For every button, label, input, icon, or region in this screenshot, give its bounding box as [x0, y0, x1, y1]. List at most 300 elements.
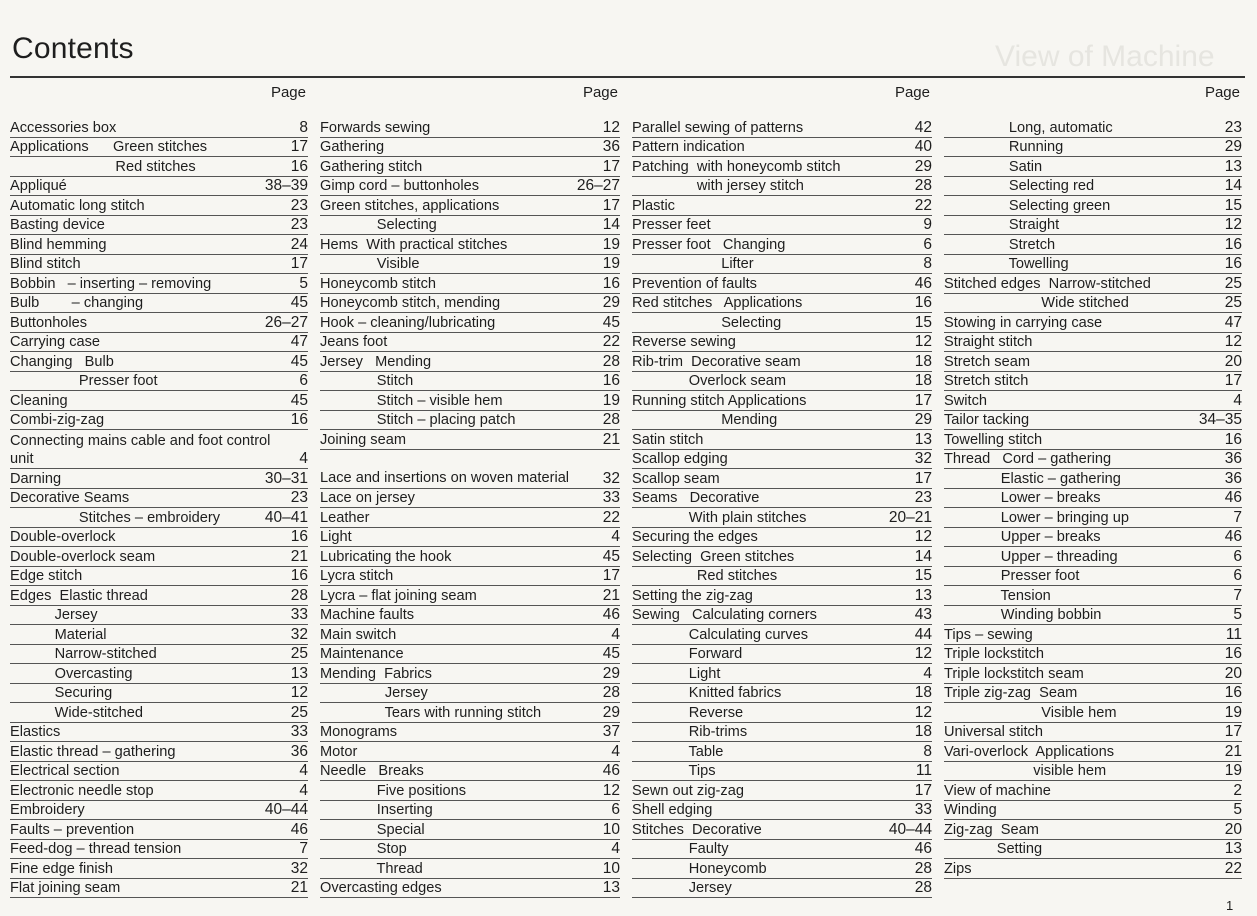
index-entry-text: Lower – bringing up: [944, 509, 1129, 526]
index-entry: [10, 879, 308, 899]
index-entry: [10, 508, 308, 528]
index-entry: [944, 801, 1242, 821]
index-entry-page: 4: [611, 528, 620, 545]
index-entry-page: 23: [290, 196, 308, 214]
index-entry: [10, 762, 308, 782]
index-entry-page: 16: [1224, 645, 1242, 662]
index-entry: [10, 411, 308, 431]
index-entry-text: Appliqué: [10, 178, 67, 194]
index-entry-text: Stitched edges Narrow-stitched: [944, 275, 1151, 292]
index-entry-page: 28: [914, 859, 932, 877]
index-entry-text: Tears with running stitch: [320, 704, 542, 721]
index-entry-page: 17: [1224, 723, 1242, 740]
index-entry-page: 28: [290, 586, 308, 604]
index-entry: [632, 391, 932, 411]
index-entry-text: Selecting: [320, 217, 437, 233]
index-entry: [944, 196, 1242, 216]
index-entry: [944, 625, 1242, 645]
index-entry-text: Presser foot: [944, 568, 1080, 584]
index-entry-text: Prevention of faults: [632, 275, 757, 292]
index-entry-text: Securing the edges: [632, 529, 758, 545]
index-entry: [944, 606, 1242, 626]
index-entry: [632, 801, 932, 821]
index-entry: [10, 528, 308, 548]
index-entry: [320, 703, 620, 723]
index-entry: [944, 216, 1242, 236]
index-entry-page: 19: [602, 391, 620, 409]
index-entry-text: Elastics: [10, 724, 61, 740]
index-entry: [944, 450, 1242, 470]
index-entry: [944, 508, 1242, 528]
index-entry-text: Stretch seam: [944, 353, 1030, 370]
index-entry-text: Main switch: [320, 626, 397, 643]
index-entry: [944, 820, 1242, 840]
index-entry-page: 24: [290, 235, 308, 253]
index-entry-page: 4: [611, 625, 620, 643]
index-entry: [632, 645, 932, 665]
index-entry-page: 6: [611, 801, 620, 818]
index-entry-text: Lace on jersey: [320, 490, 415, 506]
index-entry-page: 23: [1224, 118, 1242, 136]
index-entry-page: 13: [290, 664, 308, 682]
index-entry-text: Leather: [320, 509, 370, 526]
index-entry: [320, 450, 620, 489]
index-entry-text: Narrow-stitched: [10, 646, 157, 662]
index-entry: [632, 625, 932, 645]
index-entry-page: 20–21: [888, 508, 932, 526]
index-entry-text: Honeycomb: [632, 860, 767, 877]
index-entry-page: 29: [602, 664, 620, 682]
index-entry-text: Needle Breaks: [320, 763, 424, 779]
index-entry: [10, 216, 308, 236]
index-entry-text: Running stitch Applications: [632, 392, 807, 409]
index-entry-page: 22: [1224, 859, 1242, 877]
index-entry: [10, 294, 308, 314]
index-entry-text: Material: [10, 626, 107, 643]
index-entry-page: 23: [290, 216, 308, 233]
index-entry-text: Five positions: [320, 782, 466, 799]
index-entry: [320, 430, 620, 450]
index-entry-text: Visible: [320, 256, 420, 272]
index-entry-page: 4: [299, 781, 308, 799]
index-entry: [10, 723, 308, 743]
index-entry-page: 19: [602, 255, 620, 272]
index-column-2: [320, 84, 620, 898]
index-entry-page: 6: [1233, 547, 1242, 565]
index-entry-page: 22: [914, 196, 932, 214]
index-entry: [632, 430, 932, 450]
index-entry-text: Darning: [10, 470, 62, 487]
index-entry-text: View of machine: [944, 782, 1051, 799]
index-entry: [632, 274, 932, 294]
index-entry: [320, 411, 620, 431]
index-entry: [10, 820, 308, 840]
index-entry-page: 16: [290, 567, 308, 584]
index-entry-page: 15: [914, 313, 932, 331]
index-entry: [10, 430, 308, 469]
index-entry-page: 16: [290, 411, 308, 428]
index-entry-page: 4: [1233, 391, 1242, 409]
index-entry-page: 12: [914, 703, 932, 721]
page-column-header: Page: [582, 84, 618, 101]
index-entry-text: Hook – cleaning/lubricating: [320, 314, 496, 331]
index-entry-text: Stitch – placing patch: [320, 412, 516, 428]
index-entry-page: 42: [914, 118, 932, 136]
index-entry-page: 6: [923, 235, 932, 253]
index-entry: [632, 411, 932, 431]
index-entry-text: Jersey: [320, 685, 428, 701]
index-entry-text: Tips – sewing: [944, 626, 1033, 643]
index-entry: [632, 372, 932, 392]
index-entry: [944, 742, 1242, 762]
index-entry: [320, 489, 620, 509]
index-entry-text: Stowing in carrying case: [944, 314, 1103, 331]
index-entry-page: 28: [914, 177, 932, 194]
index-entry-text: Forward: [632, 646, 743, 662]
index-entry-page: 14: [602, 216, 620, 233]
index-entry-text: Light: [320, 529, 352, 545]
index-entry: [320, 840, 620, 860]
index-entry-page: 47: [1224, 313, 1242, 331]
index-entry-text: Edge stitch: [10, 568, 83, 584]
index-entry-page: 19: [1224, 762, 1242, 779]
index-entry-text: Honeycomb stitch: [320, 275, 436, 292]
index-entry: [10, 118, 308, 138]
index-entry-text: Straight: [944, 217, 1060, 233]
index-entry-text: Overcasting edges: [320, 880, 442, 896]
index-entry-page: 21: [602, 430, 620, 448]
index-entry-text: Jersey: [632, 880, 732, 896]
index-entry: [944, 723, 1242, 743]
index-entry-text: Scallop edging: [632, 451, 728, 467]
index-entry: [320, 742, 620, 762]
index-entry: [10, 391, 308, 411]
index-entry-page: 36: [602, 138, 620, 155]
index-entry-text: Selecting Green stitches: [632, 548, 795, 565]
index-entry: [632, 586, 932, 606]
index-entry-text: Reverse: [632, 704, 744, 721]
index-entry-page: 34–35: [1198, 411, 1242, 428]
index-entry-text: Jersey Mending: [320, 353, 432, 370]
index-entry-text: Decorative Seams: [10, 490, 130, 506]
index-entry-page: 12: [1224, 216, 1242, 233]
index-entry: [944, 157, 1242, 177]
index-entry-page: 28: [602, 352, 620, 370]
index-entry-page: 22: [602, 508, 620, 526]
index-entry: [944, 664, 1242, 684]
index-entry-page: 46: [914, 274, 932, 292]
index-entry-text: Lower – breaks: [944, 490, 1101, 506]
index-entry-text: Gathering stitch: [320, 158, 423, 175]
index-entry-page: 46: [914, 840, 932, 857]
index-entry: [320, 723, 620, 743]
index-entry-text: Rib-trims: [632, 724, 748, 740]
index-entry-text: Jersey: [10, 607, 98, 623]
index-entry: [10, 645, 308, 665]
index-entry: [944, 235, 1242, 255]
index-entry: [632, 177, 932, 197]
index-entry-page: 4: [611, 840, 620, 857]
index-entry-page: 17: [290, 255, 308, 272]
index-entry: [320, 508, 620, 528]
index-entry-text: Blind hemming: [10, 236, 107, 253]
index-entry: [320, 216, 620, 236]
index-entry-text: Forwards sewing: [320, 119, 431, 136]
index-entry-page: 8: [299, 118, 308, 136]
index-entry: [632, 216, 932, 236]
index-entry-page: 5: [299, 274, 308, 292]
index-entry-text: Calculating curves: [632, 626, 809, 643]
index-entry-page: 33: [914, 801, 932, 818]
index-entry-page: 10: [602, 820, 620, 838]
index-entry-text: Rib-trim Decorative seam: [632, 353, 801, 370]
index-entry: [320, 625, 620, 645]
index-entry-text: Stop: [320, 841, 407, 857]
index-entry: [632, 469, 932, 489]
index-entry: [632, 664, 932, 684]
index-entry-page: 43: [914, 606, 932, 623]
index-entry-text: Triple zig-zag Seam: [944, 685, 1078, 701]
index-entry-page: 2: [1233, 781, 1242, 799]
index-entry-text: Double-overlock seam: [10, 548, 156, 565]
index-entry-page: 16: [1224, 430, 1242, 448]
index-entry: [320, 664, 620, 684]
page-number: 1: [1226, 898, 1234, 913]
index-entry-text: Fine edge finish: [10, 860, 114, 877]
index-entry-text: Thread Cord – gathering: [944, 451, 1112, 467]
index-entry-page: 11: [1225, 625, 1242, 643]
index-entry: [632, 859, 932, 879]
index-entry-page: 36: [1224, 450, 1242, 467]
index-entry-page: 17: [602, 157, 620, 175]
index-entry-page: 7: [1233, 586, 1242, 604]
index-entry-text: Changing Bulb: [10, 353, 114, 370]
index-entry-text: Reverse sewing: [632, 334, 736, 350]
index-entry: [10, 138, 308, 158]
index-entry-text: Tailor tacking: [944, 412, 1030, 428]
index-entry-page: 25: [1224, 274, 1242, 292]
index-entry: [10, 235, 308, 255]
index-entry-page: 30–31: [264, 469, 308, 487]
index-entry: [632, 138, 932, 158]
index-entry-page: 29: [1224, 138, 1242, 155]
index-entry: [944, 469, 1242, 489]
index-entry: [632, 820, 932, 840]
index-entry: [944, 138, 1242, 158]
index-entry-text: Shell edging: [632, 802, 713, 818]
index-entry-text: Wide-stitched: [10, 704, 144, 721]
index-entry-text: Winding bobbin: [944, 607, 1102, 623]
index-entry-page: 7: [299, 840, 308, 857]
index-entry: [10, 372, 308, 392]
index-entry-page: 6: [1233, 567, 1242, 584]
index-entry: [944, 118, 1242, 138]
index-entry: [944, 430, 1242, 450]
index-entry-page: 7: [1233, 508, 1242, 526]
index-entry-page: 11: [915, 762, 932, 779]
index-entry: [10, 313, 308, 333]
index-entry-page: 32: [602, 469, 620, 487]
index-entry-text: Running: [944, 139, 1064, 155]
index-entry: [320, 235, 620, 255]
index-entry-text: Selecting green: [944, 197, 1111, 214]
index-entry-page: 20: [1224, 664, 1242, 682]
index-entry-page: 17: [914, 391, 932, 409]
index-entry-text: Stitch – visible hem: [320, 392, 503, 409]
index-entry: [10, 840, 308, 860]
index-entry-page: 45: [602, 313, 620, 331]
index-entry-page: 18: [914, 352, 932, 370]
index-entry-text: Electronic needle stop: [10, 782, 154, 799]
index-entry-text: Lycra stitch: [320, 568, 394, 584]
index-entry: [10, 352, 308, 372]
index-entry-text: Mending Fabrics: [320, 665, 432, 682]
index-entry-text: Light: [632, 665, 721, 682]
index-entry-page: 16: [914, 294, 932, 311]
index-entry-page: 21: [290, 879, 308, 896]
index-entry: [944, 859, 1242, 879]
index-entry-page: 21: [1224, 742, 1242, 760]
index-entry: [632, 489, 932, 509]
index-entry-text: Connecting mains cable and foot control unit: [10, 433, 271, 467]
index-entry: [944, 352, 1242, 372]
index-entry-page: 15: [1224, 196, 1242, 214]
index-entry-page: 17: [1224, 372, 1242, 389]
index-entry-text: visible hem: [944, 763, 1107, 779]
index-entry-text: Switch: [944, 392, 987, 409]
index-entry-text: Machine faults: [320, 607, 415, 623]
index-entry: [632, 255, 932, 275]
index-entry: [944, 411, 1242, 431]
index-entry-page: 29: [602, 703, 620, 721]
index-entry: [632, 294, 932, 314]
index-entry-text: Overcasting: [10, 665, 133, 682]
index-entry-text: Jeans foot: [320, 334, 388, 350]
index-entry-text: Joining seam: [320, 431, 406, 448]
index-entry-text: Feed-dog – thread tension: [10, 841, 182, 857]
index-entry: [10, 157, 308, 177]
index-entry: [320, 157, 620, 177]
index-entry-text: Electrical section: [10, 763, 120, 779]
index-entry-text: Wide stitched: [944, 295, 1129, 311]
index-entry: [320, 294, 620, 314]
index-entry-text: Long, automatic: [944, 119, 1113, 136]
index-entry-text: Accessories box: [10, 119, 117, 136]
index-entry-text: Stretch: [944, 236, 1056, 253]
index-entry-text: Green stitches, applications: [320, 197, 500, 214]
index-entry-page: 12: [1224, 333, 1242, 350]
index-entry: [632, 762, 932, 782]
page-column-header: Page: [1204, 84, 1240, 101]
index-entry-text: Motor: [320, 743, 358, 760]
index-entry-page: 46: [602, 762, 620, 779]
index-entry-page: 17: [290, 138, 308, 155]
index-entry: [632, 684, 932, 704]
index-entry-page: 16: [602, 372, 620, 389]
index-entry: [10, 684, 308, 704]
index-entry: [320, 391, 620, 411]
index-entry: [10, 255, 308, 275]
index-entry-page: 10: [602, 859, 620, 877]
index-entry: [944, 313, 1242, 333]
index-entry: [320, 879, 620, 899]
index-entry: [944, 703, 1242, 723]
index-entry-page: 32: [290, 859, 308, 877]
index-entry: [320, 762, 620, 782]
index-entry-page: 12: [290, 684, 308, 701]
index-entry-text: Presser feet: [632, 217, 711, 233]
index-entry: [944, 177, 1242, 197]
index-entry: [632, 333, 932, 353]
index-entry-text: Presser foot Changing: [632, 236, 786, 253]
index-entry: [944, 489, 1242, 509]
index-entry-page: 44: [914, 625, 932, 643]
index-entry: [632, 723, 932, 743]
index-entry-page: 12: [914, 528, 932, 545]
index-entry-page: 17: [602, 196, 620, 214]
index-entry-page: 32: [290, 625, 308, 643]
index-entry: [320, 586, 620, 606]
index-entry: [944, 645, 1242, 665]
index-entry-page: 46: [602, 606, 620, 623]
index-entry-text: Combi-zig-zag: [10, 412, 105, 428]
index-entry-text: Zig-zag Seam: [944, 821, 1039, 838]
index-entry-text: Table: [632, 743, 724, 760]
index-entry-text: Knitted fabrics: [632, 685, 782, 701]
index-entry-page: 22: [602, 333, 620, 350]
index-entry-text: Stitch: [320, 373, 414, 389]
index-entry: [632, 196, 932, 216]
index-entry-text: Hems With practical stitches: [320, 236, 508, 253]
index-entry-text: Patching with honeycomb stitch: [632, 158, 841, 175]
index-entry-page: 40–44: [264, 801, 308, 818]
index-entry-page: 14: [1224, 177, 1242, 194]
index-entry: [10, 586, 308, 606]
index-entry: [320, 547, 620, 567]
index-entry-page: 5: [1233, 801, 1242, 818]
index-entry-text: Satin stitch: [632, 431, 704, 448]
index-entry-page: 46: [290, 820, 308, 838]
index-entry: [944, 372, 1242, 392]
index-entry: [320, 801, 620, 821]
index-entry-text: Inserting: [320, 802, 433, 818]
index-entry-page: 36: [1224, 469, 1242, 487]
index-entry: [632, 528, 932, 548]
index-entry: [10, 664, 308, 684]
index-entry: [320, 118, 620, 138]
index-entry-page: 26–27: [264, 313, 308, 331]
index-entry: [320, 820, 620, 840]
index-entry-page: 4: [299, 762, 308, 779]
index-entry: [632, 157, 932, 177]
index-entry-text: Triple lockstitch: [944, 646, 1045, 662]
index-entry-text: Honeycomb stitch, mending: [320, 295, 501, 311]
index-entry: [632, 352, 932, 372]
index-entry-text: Setting: [944, 841, 1043, 857]
index-column-1: [10, 84, 308, 898]
index-entry: [10, 859, 308, 879]
index-entry-page: 13: [1224, 157, 1242, 175]
index-entry-text: Vari-overlock Applications: [944, 743, 1115, 760]
index-entry-text: With plain stitches: [632, 509, 807, 526]
index-entry: [320, 859, 620, 879]
index-entry-text: Gathering: [320, 139, 385, 155]
index-entry-page: 29: [914, 411, 932, 428]
index-column-3: [632, 84, 932, 898]
index-entry-text: Monograms: [320, 724, 398, 740]
index-entry-page: 12: [602, 781, 620, 799]
index-entry-page: 25: [290, 703, 308, 721]
